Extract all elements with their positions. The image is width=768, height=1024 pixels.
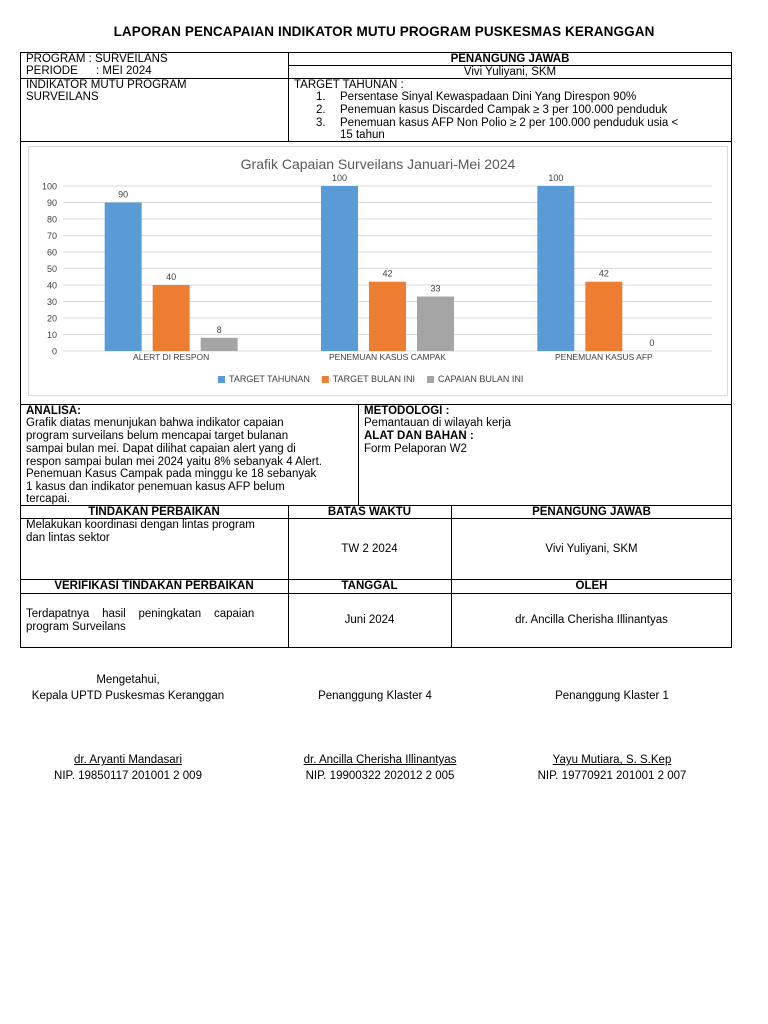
- penanggung-jawab-label: PENANGUNG JAWAB: [450, 53, 570, 65]
- data-label: 42: [382, 268, 393, 279]
- signer-nip: NIP. 19900322 202012 2 005: [305, 770, 455, 782]
- report-title: LAPORAN PENCAPAIAN INDIKATOR MUTU PROGRAM PUSKESMAS KERANGGAN: [113, 24, 655, 39]
- data-label: 42: [598, 268, 609, 279]
- program-label: PROGRAM : SURVEILANS: [26, 53, 168, 65]
- bar: [537, 186, 574, 351]
- tindakan-pj-header: PENANGUNG JAWAB: [532, 506, 651, 518]
- alat-bahan-value: Form Pelaporan W2: [364, 443, 467, 455]
- bar: [153, 285, 190, 351]
- target-item-text: Persentase Sinyal Kewaspadaan Dini Yang Direspon 90%: [340, 91, 637, 103]
- legend-swatch: [218, 376, 225, 383]
- x-tick-label: PENEMUAN KASUS CAMPAK: [329, 352, 446, 362]
- signer-role: Kepala UPTD Puskesmas Keranggan: [31, 690, 225, 702]
- signer-role: Penanggung Klaster 1: [555, 690, 669, 702]
- bar: [105, 203, 142, 352]
- y-tick-label: 20: [46, 313, 57, 324]
- data-label: 40: [166, 272, 177, 282]
- x-tick-label: PENEMUAN KASUS AFP: [554, 352, 653, 362]
- tanggal-value: Juni 2024: [344, 614, 395, 626]
- analisa-line: Grafik diatas menunjukan bahwa indikator capaian: [26, 417, 284, 429]
- bar: [201, 338, 238, 351]
- target-item-num: 1.: [316, 91, 326, 103]
- legend-swatch: [427, 376, 434, 383]
- data-label: 0: [649, 338, 655, 348]
- analisa-line: Penemuan Kasus Campak pada minggu ke 18 sebanyak: [26, 468, 317, 480]
- bar: [369, 282, 406, 351]
- analisa-line: program surveilans belum mencapai target bulanan: [26, 430, 289, 442]
- chart: [28, 146, 728, 396]
- signer-nip: NIP. 19850117 201001 2 009: [54, 770, 202, 782]
- alat-bahan-label: ALAT DAN BAHAN :: [364, 430, 474, 442]
- analisa-line: 1 kasus dan indikator penemuan kasus AFP belum: [26, 481, 285, 493]
- indikator-label-cont: SURVEILANS: [26, 91, 99, 103]
- data-label: 100: [548, 173, 564, 183]
- tindakan-header: TINDAKAN PERBAIKAN: [88, 506, 220, 518]
- penanggung-jawab-name: Vivi Yuliyani, SKM: [463, 66, 557, 78]
- analisa-line: respon sampai bulan mei 2024 yaitu 8% sebanyak 4 Alert.: [26, 456, 322, 468]
- analisa-line: tercapai.: [26, 493, 71, 505]
- verifikasi-text: Terdapatnya hasil peningkatan capaian: [26, 608, 255, 620]
- bar: [585, 282, 622, 351]
- tindakan-pj-value: Vivi Yuliyani, SKM: [545, 543, 638, 555]
- target-item-num: 3.: [316, 117, 326, 129]
- legend-label: TARGET BULAN INI: [332, 374, 416, 384]
- signer-name: dr. Ancilla Cherisha Illinantyas: [303, 754, 457, 766]
- tindakan-text-cont: dan lintas sektor: [26, 532, 110, 544]
- signer-role: Penanggung Klaster 4: [318, 690, 432, 702]
- legend-label: CAPAIAN BULAN INI: [438, 374, 524, 384]
- indikator-label: INDIKATOR MUTU PROGRAM: [26, 79, 187, 91]
- target-item-text: Penemuan kasus Discarded Campak ≥ 3 per 100.000 penduduk: [340, 104, 668, 116]
- target-tahunan-label: TARGET TAHUNAN :: [294, 79, 404, 91]
- metodologi-value: Pemantauan di wilayah kerja: [364, 417, 512, 429]
- data-label: 8: [216, 324, 222, 335]
- mengetahui-label: Mengetahui,: [96, 674, 160, 686]
- metodologi-label: METODOLOGI :: [364, 405, 450, 417]
- y-tick-label: 50: [46, 264, 57, 274]
- y-tick-label: 60: [46, 247, 57, 258]
- y-tick-label: 70: [46, 231, 57, 241]
- y-tick-label: 90: [46, 198, 57, 208]
- target-item-text-cont: 15 tahun: [340, 129, 385, 141]
- tindakan-text: Melakukan koordinasi dengan lintas program: [26, 519, 255, 531]
- batas-waktu-value: TW 2 2024: [341, 543, 398, 555]
- y-tick-label: 40: [46, 280, 57, 291]
- y-tick-label: 100: [41, 181, 57, 192]
- analisa-label: ANALISA:: [26, 405, 81, 417]
- periode-label: PERIODE: [26, 65, 78, 77]
- data-label: 33: [430, 283, 441, 294]
- verifikasi-text-cont: program Surveilans: [26, 621, 126, 633]
- signer-name: dr. Aryanti Mandasari: [73, 754, 183, 766]
- bar: [417, 297, 454, 351]
- tanggal-header: TANGGAL: [341, 580, 398, 592]
- periode-value: : MEI 2024: [96, 65, 152, 77]
- bar: [321, 186, 358, 351]
- legend-label: TARGET TAHUNAN: [229, 374, 310, 384]
- data-label: 100: [331, 173, 348, 183]
- y-tick-label: 10: [46, 330, 57, 340]
- legend-swatch: [322, 376, 329, 383]
- y-tick-label: 30: [46, 297, 57, 307]
- target-item-num: 2.: [316, 104, 326, 116]
- verifikasi-header: VERIFIKASI TINDAKAN PERBAIKAN: [54, 580, 254, 592]
- y-tick-label: 0: [51, 346, 57, 357]
- analisa-line: sampai bulan mei. Dapat dilihat capaian alert yang di: [26, 443, 296, 455]
- signer-nip: NIP. 19770921 201001 2 007: [537, 770, 687, 782]
- oleh-header: OLEH: [575, 580, 608, 592]
- target-item-text: Penemuan kasus AFP Non Polio ≥ 2 per 100.000 penduduk usia <: [340, 117, 679, 129]
- data-label: 90: [118, 189, 129, 200]
- y-tick-label: 80: [46, 214, 57, 225]
- batas-waktu-header: BATAS WAKTU: [327, 506, 412, 518]
- x-tick-label: ALERT DI RESPON: [133, 352, 210, 362]
- chart-title: Grafik Capaian Surveilans Januari-Mei 2024: [240, 156, 516, 172]
- signer-name: Yayu Mutiara, S. S.Kep: [552, 754, 672, 766]
- oleh-value: dr. Ancilla Cherisha Illinantyas: [515, 614, 668, 626]
